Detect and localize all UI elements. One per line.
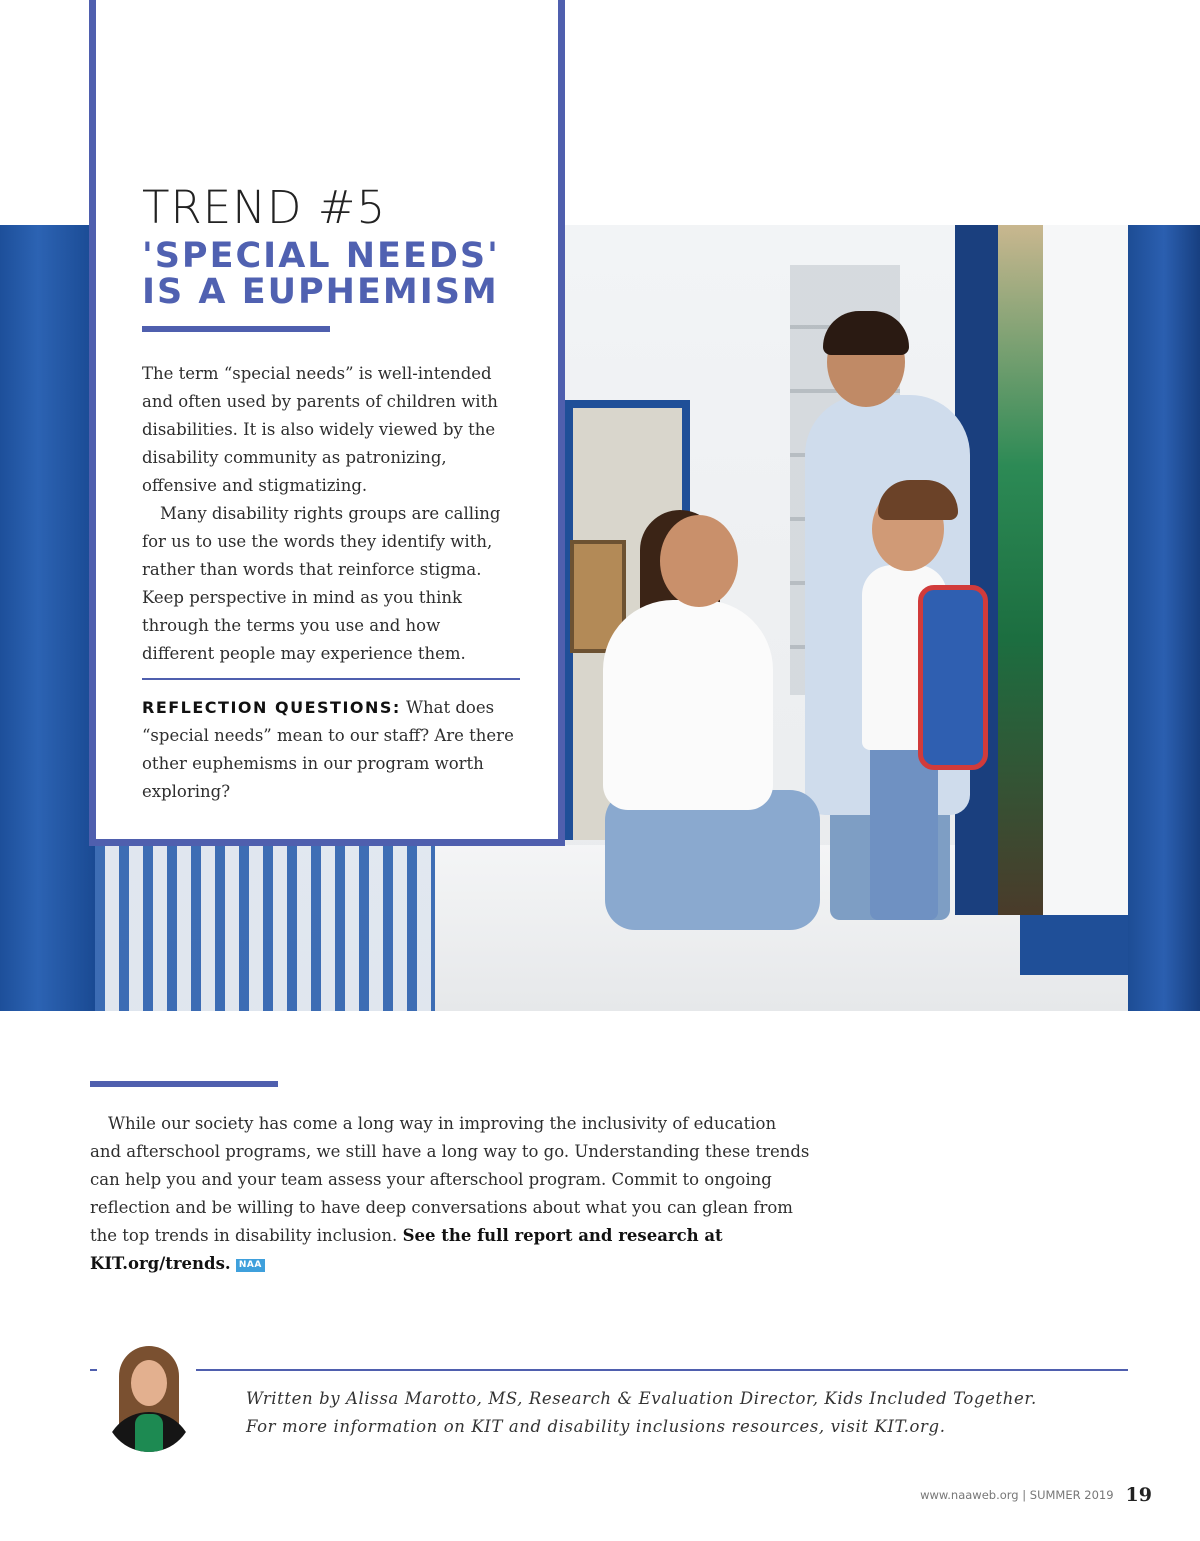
photo-backpack: [918, 585, 988, 770]
report-link-text[interactable]: See the full report and research at KIT.org/trends.: [90, 1226, 723, 1273]
photo-blue-door: [1128, 225, 1200, 1011]
photo-classroom-interior: [998, 225, 1043, 915]
conclusion-text: While our society has come a long way in improving the inclusivity of education and afterschool programs, we still have a long way to go. Understanding these trends can help you and your team assess your afterschool program. Commit to ongoing reflection and be willing to have deep conversations about what you can glean from the top trends in disability inclusion.: [90, 1114, 810, 1245]
byline-line2: For more information on KIT and disability inclusions resources, visit KIT.org.: [246, 1417, 946, 1436]
photo-white-wall: [1043, 225, 1128, 955]
title-underline: [142, 326, 330, 332]
page-number: 19: [1125, 1484, 1152, 1506]
photo-woman-kneeling-head: [660, 515, 738, 607]
author-rule: [196, 1369, 1128, 1371]
conclusion-paragraph: [90, 1110, 810, 1278]
reflection-heading: REFLECTION QUESTIONS:: [142, 698, 401, 717]
footer-site: www.naaweb.org | SUMMER 2019: [920, 1488, 1114, 1502]
section-divider: [142, 678, 520, 680]
page-footer: [920, 1484, 1152, 1506]
trend-title-line2: IS A EUPHEMISM: [142, 272, 499, 312]
conclusion-rule: [90, 1081, 278, 1087]
author-avatar: [105, 1346, 193, 1452]
photo-wall-base: [1020, 915, 1130, 975]
trend-label: TREND #5: [142, 181, 387, 234]
trend-body: [142, 360, 517, 668]
photo-woman-kneeling: [603, 600, 773, 810]
body-paragraph: The term “special needs” is well-intended and often used by parents of children with disabilities. It is also widely viewed by the disability community as patronizing, offensive and stigmatizing.: [142, 364, 498, 495]
author-byline: [246, 1385, 1146, 1441]
trend-title: [142, 238, 542, 310]
naa-end-mark: NAA: [236, 1259, 265, 1272]
reflection-questions: [142, 694, 520, 806]
body-paragraph: Many disability rights groups are calling for us to use the words they identify with, rather than words that reinforce stigma. Keep perspective in mind as you think through the terms you use and how different people may experience them.: [142, 504, 501, 663]
photo-woman-kneeling-legs: [605, 790, 820, 930]
photo-blue-pillar: [0, 225, 95, 1011]
reflection-text: What does “special needs” mean to our staff? Are there other euphemisms in our program worth exploring?: [142, 698, 514, 801]
author-dash: [90, 1369, 97, 1371]
byline-line1: Written by Alissa Marotto, MS, Research & Evaluation Director, Kids Included Together.: [246, 1389, 1037, 1408]
photo-railing: [95, 825, 435, 1011]
trend-title-line1: 'SPECIAL NEEDS': [142, 236, 500, 276]
